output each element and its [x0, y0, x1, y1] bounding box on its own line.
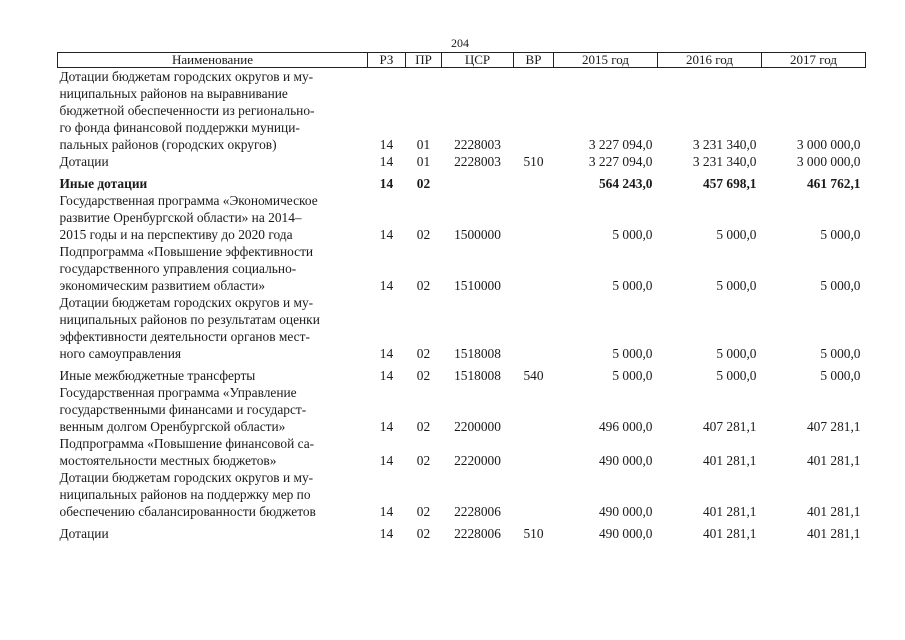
row-csr: 2228003 — [454, 137, 501, 152]
row-rz: 14 — [379, 526, 394, 541]
table-header — [58, 53, 866, 68]
row-csr: 2228006 — [454, 504, 501, 519]
table-row — [58, 362, 866, 384]
row-vr: 510 — [523, 154, 544, 169]
row-name: Иные межбюджетные трансферты — [59, 368, 256, 383]
row-vr: 540 — [523, 368, 544, 383]
row-2017: 461 762,1 — [806, 176, 861, 191]
row-2016: 5 000,0 — [716, 278, 757, 293]
row-rz: 14 — [379, 346, 394, 361]
row-2015: 490 000,0 — [598, 453, 653, 468]
row-2016: 407 281,1 — [702, 419, 757, 434]
row-rz: 14 — [379, 176, 394, 191]
row-2016: 5 000,0 — [716, 368, 757, 383]
row-name: Дотации — [59, 154, 109, 169]
row-2016: 457 698,1 — [702, 176, 757, 191]
row-vr: 510 — [523, 526, 544, 541]
row-pr: 02 — [416, 453, 431, 468]
row-2017: 401 281,1 — [806, 504, 861, 519]
row-2017: 401 281,1 — [806, 453, 861, 468]
row-2016: 401 281,1 — [702, 526, 757, 541]
row-name: Дотации — [59, 526, 109, 541]
row-name: Подпрограмма «Повышение финансовой са- мостоятельности местных бюджетов» — [59, 436, 315, 468]
header-vr: ВР — [514, 53, 554, 68]
table-row — [58, 153, 866, 170]
table-body — [58, 68, 866, 543]
row-vr — [514, 192, 554, 243]
row-pr: 02 — [416, 526, 431, 541]
row-2017: 401 281,1 — [806, 526, 861, 541]
row-2017: 5 000,0 — [820, 278, 861, 293]
table-row — [58, 520, 866, 542]
header-pr: ПР — [406, 53, 442, 68]
row-2016: 401 281,1 — [702, 504, 757, 519]
row-name: Дотации бюджетам городских округов и му- ниципальных районов по результатам оценки эффективности деятельности органов мест- ного самоуправления — [59, 295, 320, 361]
row-pr: 01 — [416, 137, 431, 152]
row-2015: 3 227 094,0 — [588, 137, 653, 152]
row-2016: 5 000,0 — [716, 227, 757, 242]
table-row — [58, 469, 866, 520]
row-2015: 496 000,0 — [598, 419, 653, 434]
row-vr — [514, 469, 554, 520]
row-2016: 3 231 340,0 — [692, 137, 757, 152]
row-csr: 2228003 — [454, 154, 501, 169]
header-2017: 2017 год — [762, 53, 866, 68]
row-rz: 14 — [379, 227, 394, 242]
row-2015: 5 000,0 — [612, 278, 653, 293]
row-csr — [442, 170, 514, 192]
table-row — [58, 243, 866, 294]
row-vr — [514, 294, 554, 362]
table-row — [58, 294, 866, 362]
row-csr: 1518008 — [454, 346, 501, 361]
row-pr: 02 — [416, 278, 431, 293]
row-2017: 5 000,0 — [820, 368, 861, 383]
row-csr: 1510000 — [454, 278, 501, 293]
row-name: Дотации бюджетам городских округов и му- ниципальных районов на выравнивание бюджетной обеспеченности из регионально- го фонда финансовой поддержки муници- пальных районов (городских округов) — [59, 69, 315, 152]
row-2015: 5 000,0 — [612, 227, 653, 242]
header-2016: 2016 год — [658, 53, 762, 68]
row-rz: 14 — [379, 278, 394, 293]
row-pr: 01 — [416, 154, 431, 169]
row-rz: 14 — [379, 137, 394, 152]
row-2017: 3 000 000,0 — [796, 154, 861, 169]
row-name: Государственная программа «Управление государственными финансами и государст- венным долгом Оренбургской области» — [59, 385, 307, 434]
row-2016: 401 281,1 — [702, 453, 757, 468]
row-vr — [514, 170, 554, 192]
row-pr: 02 — [416, 504, 431, 519]
row-pr: 02 — [416, 227, 431, 242]
row-pr: 02 — [416, 419, 431, 434]
budget-table — [57, 52, 866, 542]
row-rz: 14 — [379, 453, 394, 468]
row-2016: 5 000,0 — [716, 346, 757, 361]
row-2017: 3 000 000,0 — [796, 137, 861, 152]
page-number: 204 — [451, 36, 469, 50]
row-rz: 14 — [379, 368, 394, 383]
header-2015: 2015 год — [554, 53, 658, 68]
row-2015: 5 000,0 — [612, 368, 653, 383]
row-2015: 3 227 094,0 — [588, 154, 653, 169]
row-csr: 2220000 — [454, 453, 501, 468]
table-row — [58, 192, 866, 243]
row-vr — [514, 384, 554, 435]
row-pr: 02 — [416, 368, 431, 383]
row-2015: 490 000,0 — [598, 504, 653, 519]
row-vr — [514, 68, 554, 154]
row-2015: 490 000,0 — [598, 526, 653, 541]
table-row — [58, 68, 866, 154]
table-row — [58, 384, 866, 435]
row-csr: 1518008 — [454, 368, 501, 383]
row-csr: 2228006 — [454, 526, 501, 541]
row-rz: 14 — [379, 504, 394, 519]
row-2016: 3 231 340,0 — [692, 154, 757, 169]
row-name: Подпрограмма «Повышение эффективности государственного управления социально- экономическим развитием области» — [59, 244, 314, 293]
row-csr: 1500000 — [454, 227, 501, 242]
row-pr: 02 — [416, 346, 431, 361]
row-name: Иные дотации — [59, 176, 148, 191]
header-row — [58, 53, 866, 68]
header-name: Наименование — [58, 53, 368, 68]
row-2015: 564 243,0 — [598, 176, 653, 191]
row-name: Государственная программа «Экономическое развитие Оренбургской области» на 2014– 2015 годы и на перспективу до 2020 года — [59, 193, 318, 242]
row-vr — [514, 435, 554, 469]
row-2015: 5 000,0 — [612, 346, 653, 361]
row-rz: 14 — [379, 154, 394, 169]
row-2017: 5 000,0 — [820, 227, 861, 242]
row-csr: 2200000 — [454, 419, 501, 434]
table-row — [58, 435, 866, 469]
row-name: Дотации бюджетам городских округов и му- ниципальных районов на поддержку мер по обеспечению сбалансированности бюджетов — [59, 470, 316, 519]
row-pr: 02 — [416, 176, 431, 191]
header-rz: РЗ — [368, 53, 406, 68]
header-csr: ЦСР — [442, 53, 514, 68]
row-vr — [514, 243, 554, 294]
row-rz: 14 — [379, 419, 394, 434]
row-2017: 407 281,1 — [806, 419, 861, 434]
row-2017: 5 000,0 — [820, 346, 861, 361]
table-row — [58, 170, 866, 192]
